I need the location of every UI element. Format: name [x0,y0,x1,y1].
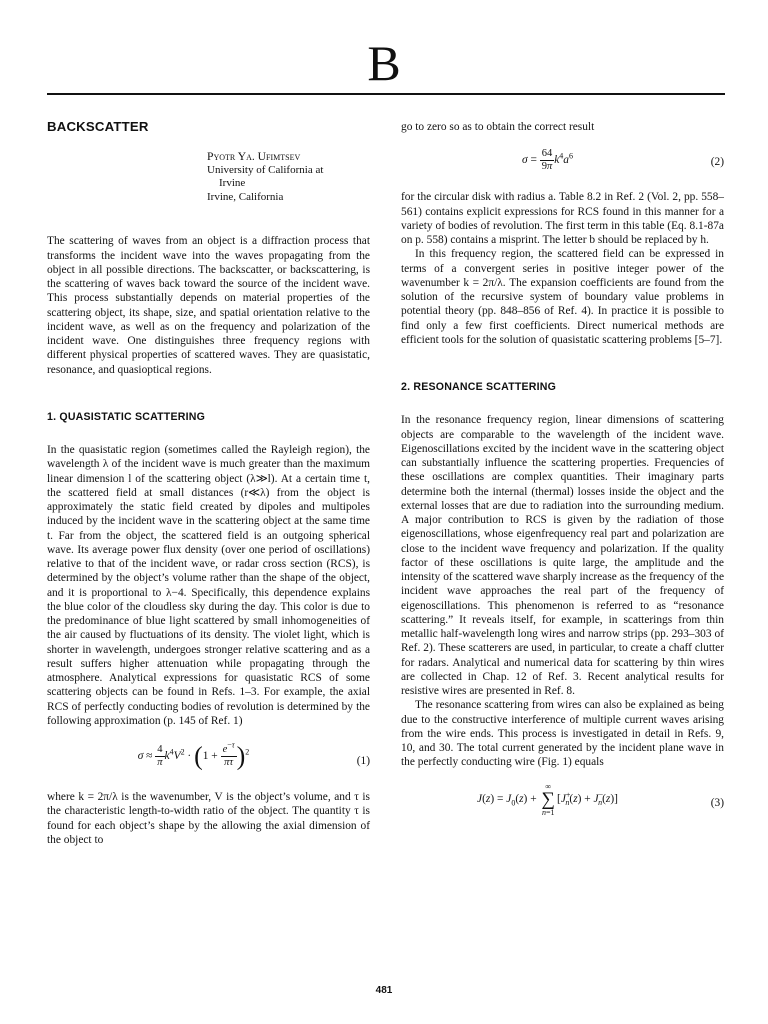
equation-2-number: (2) [710,156,724,169]
author-name: Pyotr Ya. Ufimtsev [207,150,301,164]
header-rule [47,93,725,95]
intro-paragraph: The scattering of waves from an object is a diffraction process that transforms the incident wave into the waves propagating from the object in all possible directions. The backscatter, or backscattering, is the scattering of waves back toward the source of the incident wave. This process substantially depends on material properties of the scattering object, its shape, size, and spatial orientation relative to the incident wave, as well as on the frequency and polarization of the incident wave. One distinguishes three frequency regions with different physical properties of scattered waves. They are quasistatic, resonance, and quasioptical regions. [47,235,370,376]
section-2-heading: 2. RESONANCE SCATTERING [401,381,557,393]
equation-2 [401,134,724,190]
section-1-paragraph: In the quasistatic region (sometimes called the Rayleigh region), the wavelength λ of the incident wave is much greater than the maximum linear dimension l of the scattering object (λ≫l). At a certain time t, the scattered field at small distances (r≪λ) from the object is approximately the static field created by dipoles and multipoles induced by the incident wave in the scattering object at the same time t. Far from the object, the scattered field is an outgoing spherical wave. Its average power flux density (over one period of oscillations) relative to that of the incident wave, or radar cross section (RCS), is determined by the object’s volume rather than the shape of the object, and it is proportional to λ−4. Specifically, this dependence explains the blue color of the cloudless sky during the day. This color is due to the predominance of blue light scattered by small inhomogeneities of the air caused by fluctuations of its density. The violet light, which is shorter in wavelength, undergoes stronger relative scattering and as a result suffers higher attenuation while propagating through the atmosphere. Analytical expressions for quasistatic RCS of some scattering objects can be found in Refs. 1–3. For example, the axial RCS of perfectly conducting bodies of revolution is determined by the following approximation (p. 145 of Ref. 1) [47,444,370,727]
section-2-paragraph-2: The resonance scattering from wires can also be explained as being due to the constructive interference of multiple current waves arising from the wire ends. This process is investigated in detail in Refs. 9, 10, and 30. The total current generated by the incident plane wave in the perfectly conducting wire (Fig. 1) equals [401,699,724,769]
continuation-paragraph: go to zero so as to obtain the correct result [401,121,595,133]
author-affiliation-3: Irvine, California [207,190,284,203]
right-column [401,120,724,830]
left-column [47,120,370,847]
author-affiliation-1: University of California at [207,163,324,176]
equation-1-math: σ ≈ $\frac{4}{\pi}$ $k^4V^2 \cdot (1$ + $\frac{e^{-\tau}}{\pi\tau}$ )$^2$ [137,740,250,771]
equation-1 [47,732,370,790]
disk-paragraph: for the circular disk with radius a. Table 8.2 in Ref. 2 (Vol. 2, pp. 558–561) contains explicit expressions for RCS found in this manner for a variety of bodies of revolution. The first term in this table (Eq. 8.1-87a on p. 558) contains a misprint. The letter b should be replaced by h. [401,191,724,246]
section-1-heading: 1. QUASISTATIC SCATTERING [47,410,206,423]
author-block [207,150,370,204]
equation-3-math: $J(z) = J_0(z)$ + ∞ ∑ $n=1[J^+_n(z) + J^-_n(z)]$ [477,781,618,817]
equation-3 [401,776,724,830]
equation-1-number: (1) [356,754,370,767]
equation-3-number: (3) [710,796,724,809]
author-affiliation-2: Irvine [219,177,246,190]
article-title: BACKSCATTER [47,119,149,134]
page-number: 481 [375,985,393,996]
chapter-letter: B [367,35,401,91]
series-paragraph: In this frequency region, the scattered field can be expressed in terms of a convergent series in positive integer power of the wavenumber k = 2π/λ. The expansion coefficients are found from the solution of the recursive system of boundary value problems in potential theory (pp. 848–856 of Ref. 4). In practice it is possible to find only a few first coefficients. Direct numerical methods are efficient tools for the solution of quasistatic scattering problems [5–7]. [401,248,724,346]
section-2-paragraph: In the resonance frequency region, linear dimensions of scattering objects are comparable to the wavelength of the incident wave. Eigenoscillations excited by the incident wave in the scattering object can substantially influence the scattering properties. Frequencies of these oscillations are complex quantities. Their imaginary parts determine both the internal (thermal) losses inside the object and the external losses that are due to radiation into the surrounding medium. A major contribution to RCS is given by the radiation of those eigenoscillations, whose eigenfrequency real part and polarization are close to the incident wave frequency and polarization. If the quality factor of these oscillations is quite large, the amplitude and the intensity of the scattered wave sharply increase as the frequency of the incident wave approaches the real part of the frequency of eigenoscillations. This phenomenon is referred to as “resonance scattering.” It reveals itself, for example, in scatterings from thin metallic half-wavelength long wires and narrow strips (pp. 293–303 of Ref. 2). These scatterers are used, in particular, to create a chaff clutter for radars. Analytical and numerical data for scattering by thin wires are collected in Chap. 12 of Ref. 3. Recent analytical results for resistive wires are presented in Ref. 8. [401,414,724,697]
equation-2-math: σ = $\frac{64}{9\pi}$ $k^4a^6$ [521,148,573,173]
section-1-paragraph-2: where k = 2π/λ is the wavenumber, V is the object’s volume, and τ is the characteristic length-to-width ratio of the object. The quantity τ is found for each object’s shape by the allowing the axial dimension of the object to [47,791,370,846]
